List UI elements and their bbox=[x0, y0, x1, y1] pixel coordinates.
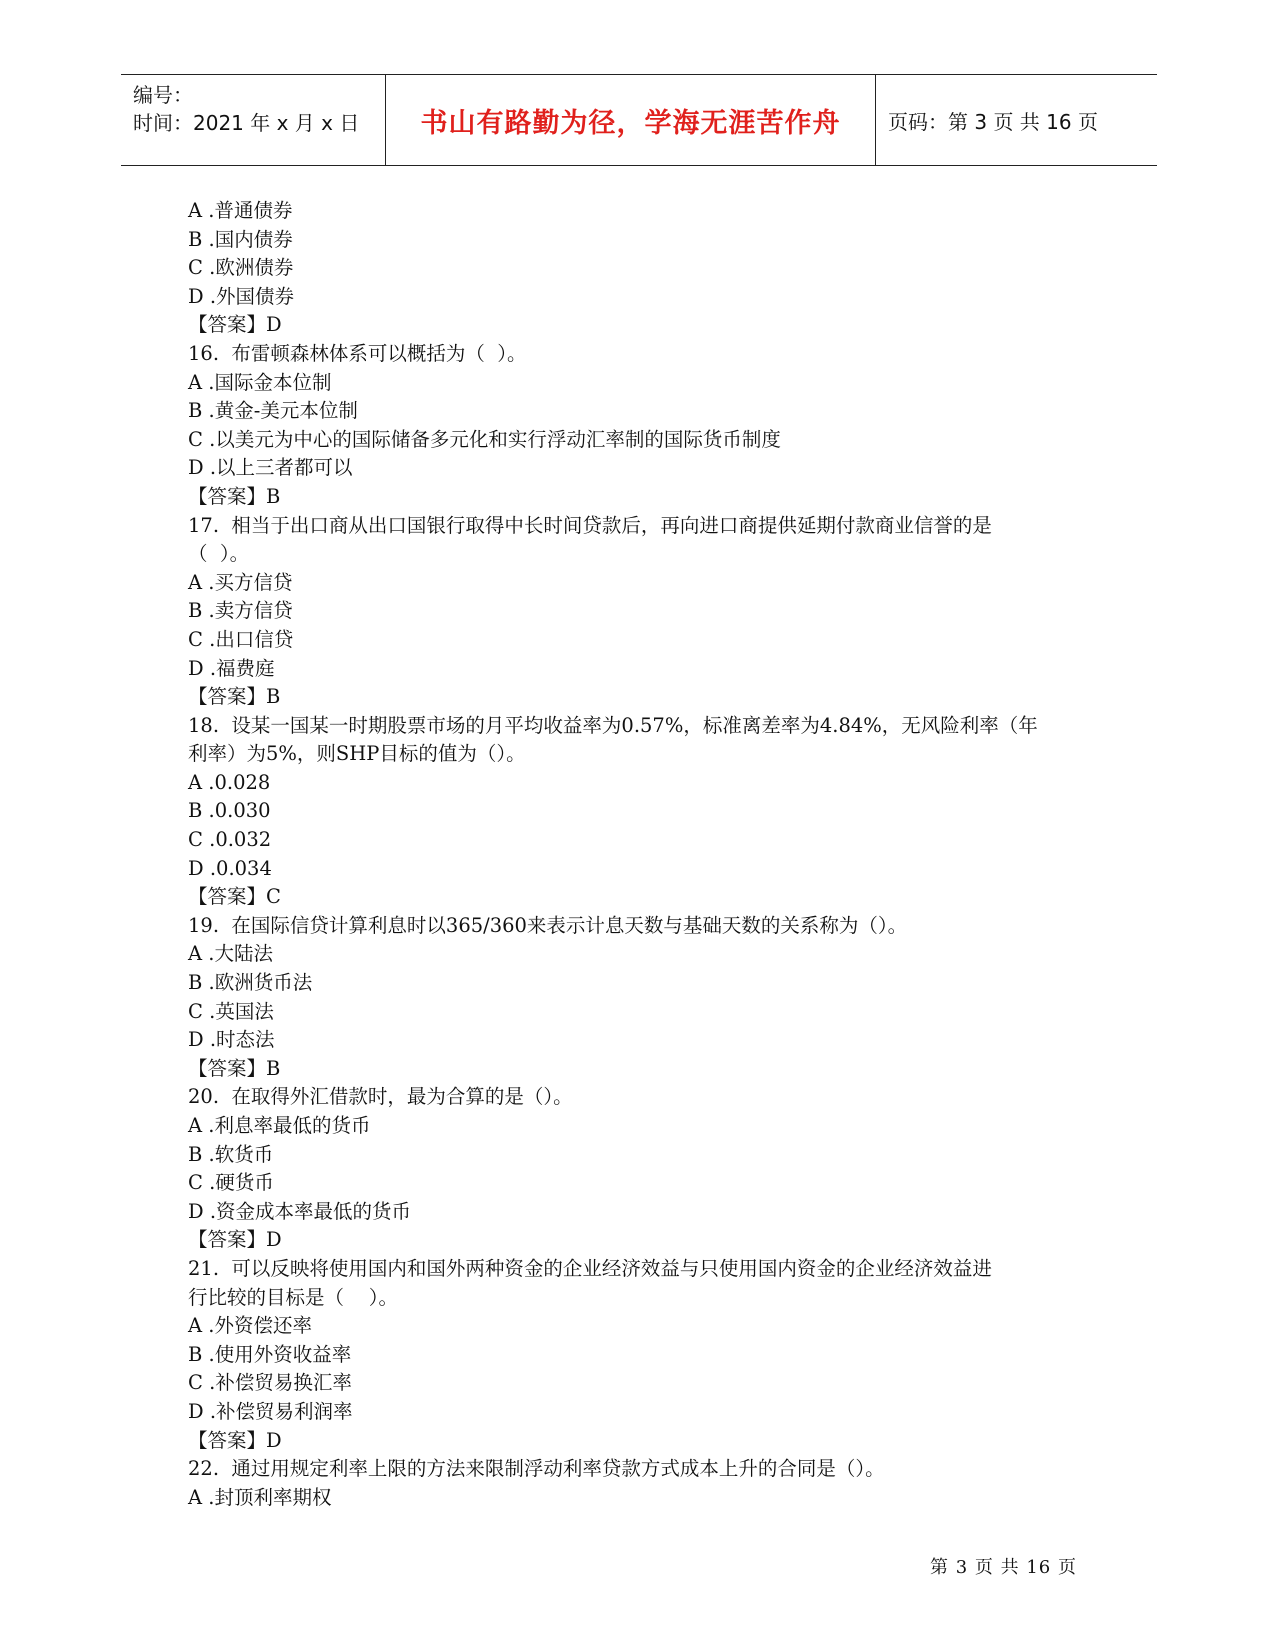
document-line: 【答案】B bbox=[188, 484, 281, 508]
header-meta bbox=[121, 75, 386, 165]
document-line: D .以上三者都可以 bbox=[188, 456, 353, 480]
document-line: 【答案】C bbox=[188, 885, 281, 909]
document-body bbox=[188, 197, 1088, 1512]
document-line: D .福费庭 bbox=[188, 656, 275, 680]
document-line: （ ）。 bbox=[188, 542, 250, 566]
document-line: 21. 可以反映将使用国内和国外两种资金的企业经济效益与只使用国内资金的企业经济效益进 bbox=[188, 1256, 992, 1280]
document-line: 20. 在取得外汇借款时，最为合算的是（）。 bbox=[188, 1085, 573, 1109]
document-line: D .0.034 bbox=[188, 856, 272, 880]
document-line: 行比较的目标是（ ）。 bbox=[188, 1285, 399, 1309]
document-line: A .国际金本位制 bbox=[188, 370, 332, 394]
document-line: B .国内债券 bbox=[188, 227, 293, 251]
document-line: 【答案】B bbox=[188, 1056, 281, 1080]
document-line: D .补偿贸易利润率 bbox=[188, 1399, 353, 1423]
document-line: 【答案】D bbox=[188, 313, 282, 337]
document-line: 【答案】D bbox=[188, 1428, 282, 1452]
document-line: C .出口信贷 bbox=[188, 627, 294, 651]
document-line: D .外国债券 bbox=[188, 284, 295, 308]
document-line: D .资金成本率最低的货币 bbox=[188, 1199, 412, 1223]
document-line: A .外资偿还率 bbox=[188, 1314, 312, 1338]
document-line: D .时态法 bbox=[188, 1028, 275, 1052]
document-line: B .0.030 bbox=[188, 799, 271, 823]
document-line: 22. 通过用规定利率上限的方法来限制浮动利率贷款方式成本上升的合同是（）。 bbox=[188, 1457, 885, 1481]
document-line: 16. 布雷顿森林体系可以概括为（ ）。 bbox=[188, 341, 527, 365]
document-line: 【答案】B bbox=[188, 685, 281, 709]
document-line: 【答案】D bbox=[188, 1228, 282, 1252]
document-line: C .以美元为中心的国际储备多元化和实行浮动汇率制的国际货币制度 bbox=[188, 427, 781, 451]
header-page-info: 页码：第 3 页 共 16 页 bbox=[888, 109, 1098, 134]
document-line: C .欧洲债券 bbox=[188, 256, 294, 280]
document-line: A .普通债券 bbox=[188, 199, 293, 222]
time-label: 时间：2021 年 x 月 x 日 bbox=[133, 111, 360, 135]
page-footer: 第 3 页 共 16 页 bbox=[930, 1557, 1077, 1578]
document-line: A .买方信贷 bbox=[188, 570, 293, 594]
header-motto: 书山有路勤为径，学海无涯苦作舟 bbox=[386, 75, 876, 165]
document-line: C .补偿贸易换汇率 bbox=[188, 1371, 352, 1395]
number-label: 编号： bbox=[133, 83, 193, 107]
document-line: A .利息率最低的货币 bbox=[188, 1114, 371, 1137]
document-line: B .黄金-美元本位制 bbox=[188, 399, 358, 423]
document-line: B .软货币 bbox=[188, 1142, 274, 1166]
document-line: A .0.028 bbox=[188, 770, 271, 794]
document-line: 18. 设某一国某一时期股票市场的月平均收益率为0.57%，标准离差率为4.84%，无风险利率（年 bbox=[188, 713, 1038, 737]
document-line: C .英国法 bbox=[188, 999, 274, 1023]
document-line: B .使用外资收益率 bbox=[188, 1342, 352, 1366]
document-line: A .大陆法 bbox=[188, 942, 273, 966]
document-line: C .硬货币 bbox=[188, 1171, 274, 1195]
document-line: 利率）为5%，则SHP目标的值为（）。 bbox=[188, 742, 526, 766]
document-line: A .封顶利率期权 bbox=[188, 1485, 332, 1509]
document-line: C .0.032 bbox=[188, 828, 272, 852]
document-line: B .欧洲货币法 bbox=[188, 971, 313, 995]
document-line: 19. 在国际信贷计算利息时以365/360来表示计息天数与基础天数的关系称为（）。 bbox=[188, 913, 908, 937]
document-line: 17. 相当于出口商从出口国银行取得中长时间贷款后，再向进口商提供延期付款商业信誉的是 bbox=[188, 513, 992, 537]
document-line: B .卖方信贷 bbox=[188, 599, 293, 623]
page-header bbox=[121, 74, 1157, 166]
